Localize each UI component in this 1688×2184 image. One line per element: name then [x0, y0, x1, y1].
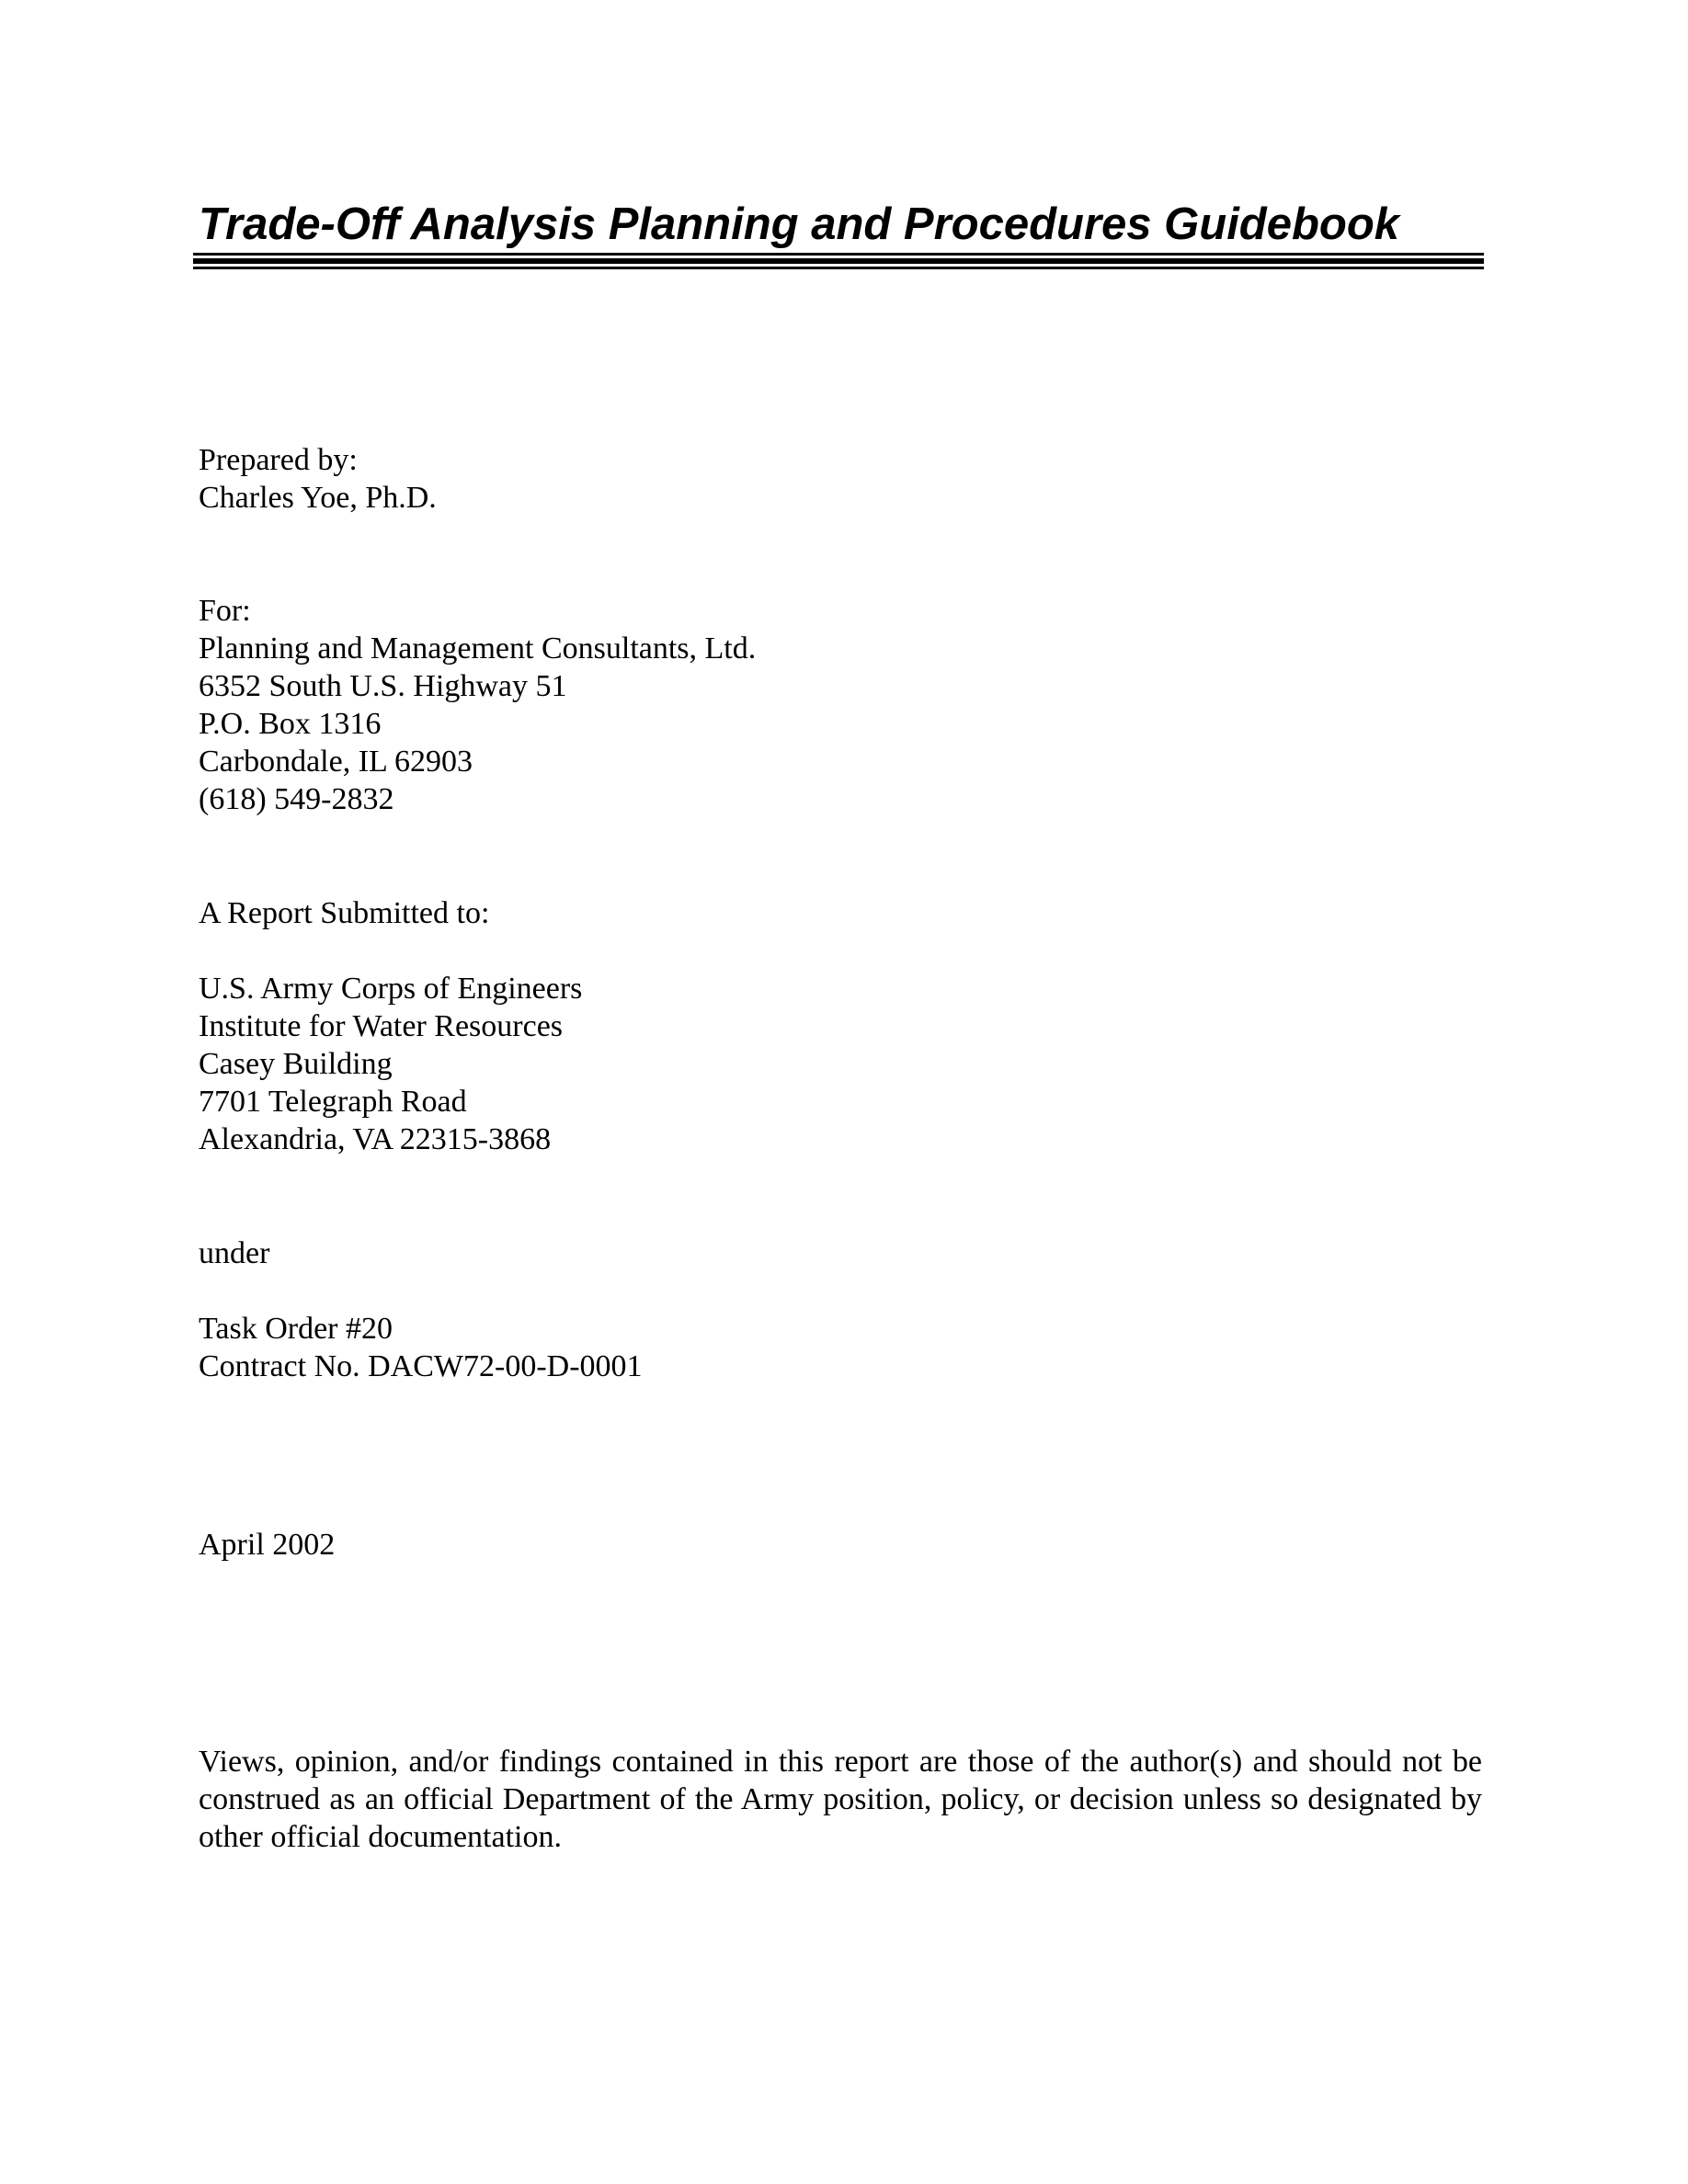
submitted-to-city-state-zip: Alexandria, VA 22315-3868 [199, 1122, 552, 1156]
for-po-box: P.O. Box 1316 [199, 707, 382, 741]
prepared-by-label: Prepared by: [199, 443, 358, 477]
title-rule-bottom [193, 267, 1484, 269]
disclaimer-paragraph: Views, opinion, and/or findings contained in this report are those of the author(s) and should not be construed as an official Department of the Army position, policy, or decision unless so designated by other official documentation. [199, 1745, 1482, 1854]
task-order: Task Order #20 [199, 1312, 393, 1346]
prepared-by-block [199, 441, 437, 517]
contract-block [199, 1310, 643, 1385]
submitted-to-street: 7701 Telegraph Road [199, 1085, 467, 1119]
title-rule-top [193, 253, 1484, 256]
date-block [199, 1526, 335, 1564]
for-label: For: [199, 594, 251, 628]
contract-number: Contract No. DACW72-00-D-0001 [199, 1349, 643, 1383]
for-street-address: 6352 South U.S. Highway 51 [199, 669, 567, 703]
submitted-to-label: A Report Submitted to: [199, 896, 490, 930]
document-title: Trade-Off Analysis Planning and Procedures Guidebook [199, 199, 1400, 249]
submitted-to-building: Casey Building [199, 1047, 393, 1081]
for-city-state-zip: Carbondale, IL 62903 [199, 745, 473, 779]
for-phone: (618) 549-2832 [199, 782, 394, 816]
submitted-to-institute: Institute for Water Resources [199, 1009, 564, 1043]
under-text: under [199, 1236, 270, 1270]
under-block [199, 1234, 269, 1272]
for-organization: Planning and Management Consultants, Ltd. [199, 631, 757, 665]
submitted-to-label-block [199, 894, 489, 932]
prepared-for-block [199, 592, 756, 818]
report-date: April 2002 [199, 1528, 336, 1562]
author-name: Charles Yoe, Ph.D. [199, 481, 437, 515]
title-rule-thick [193, 258, 1484, 264]
submitted-to-block [199, 970, 582, 1158]
submitted-to-organization: U.S. Army Corps of Engineers [199, 972, 583, 1006]
